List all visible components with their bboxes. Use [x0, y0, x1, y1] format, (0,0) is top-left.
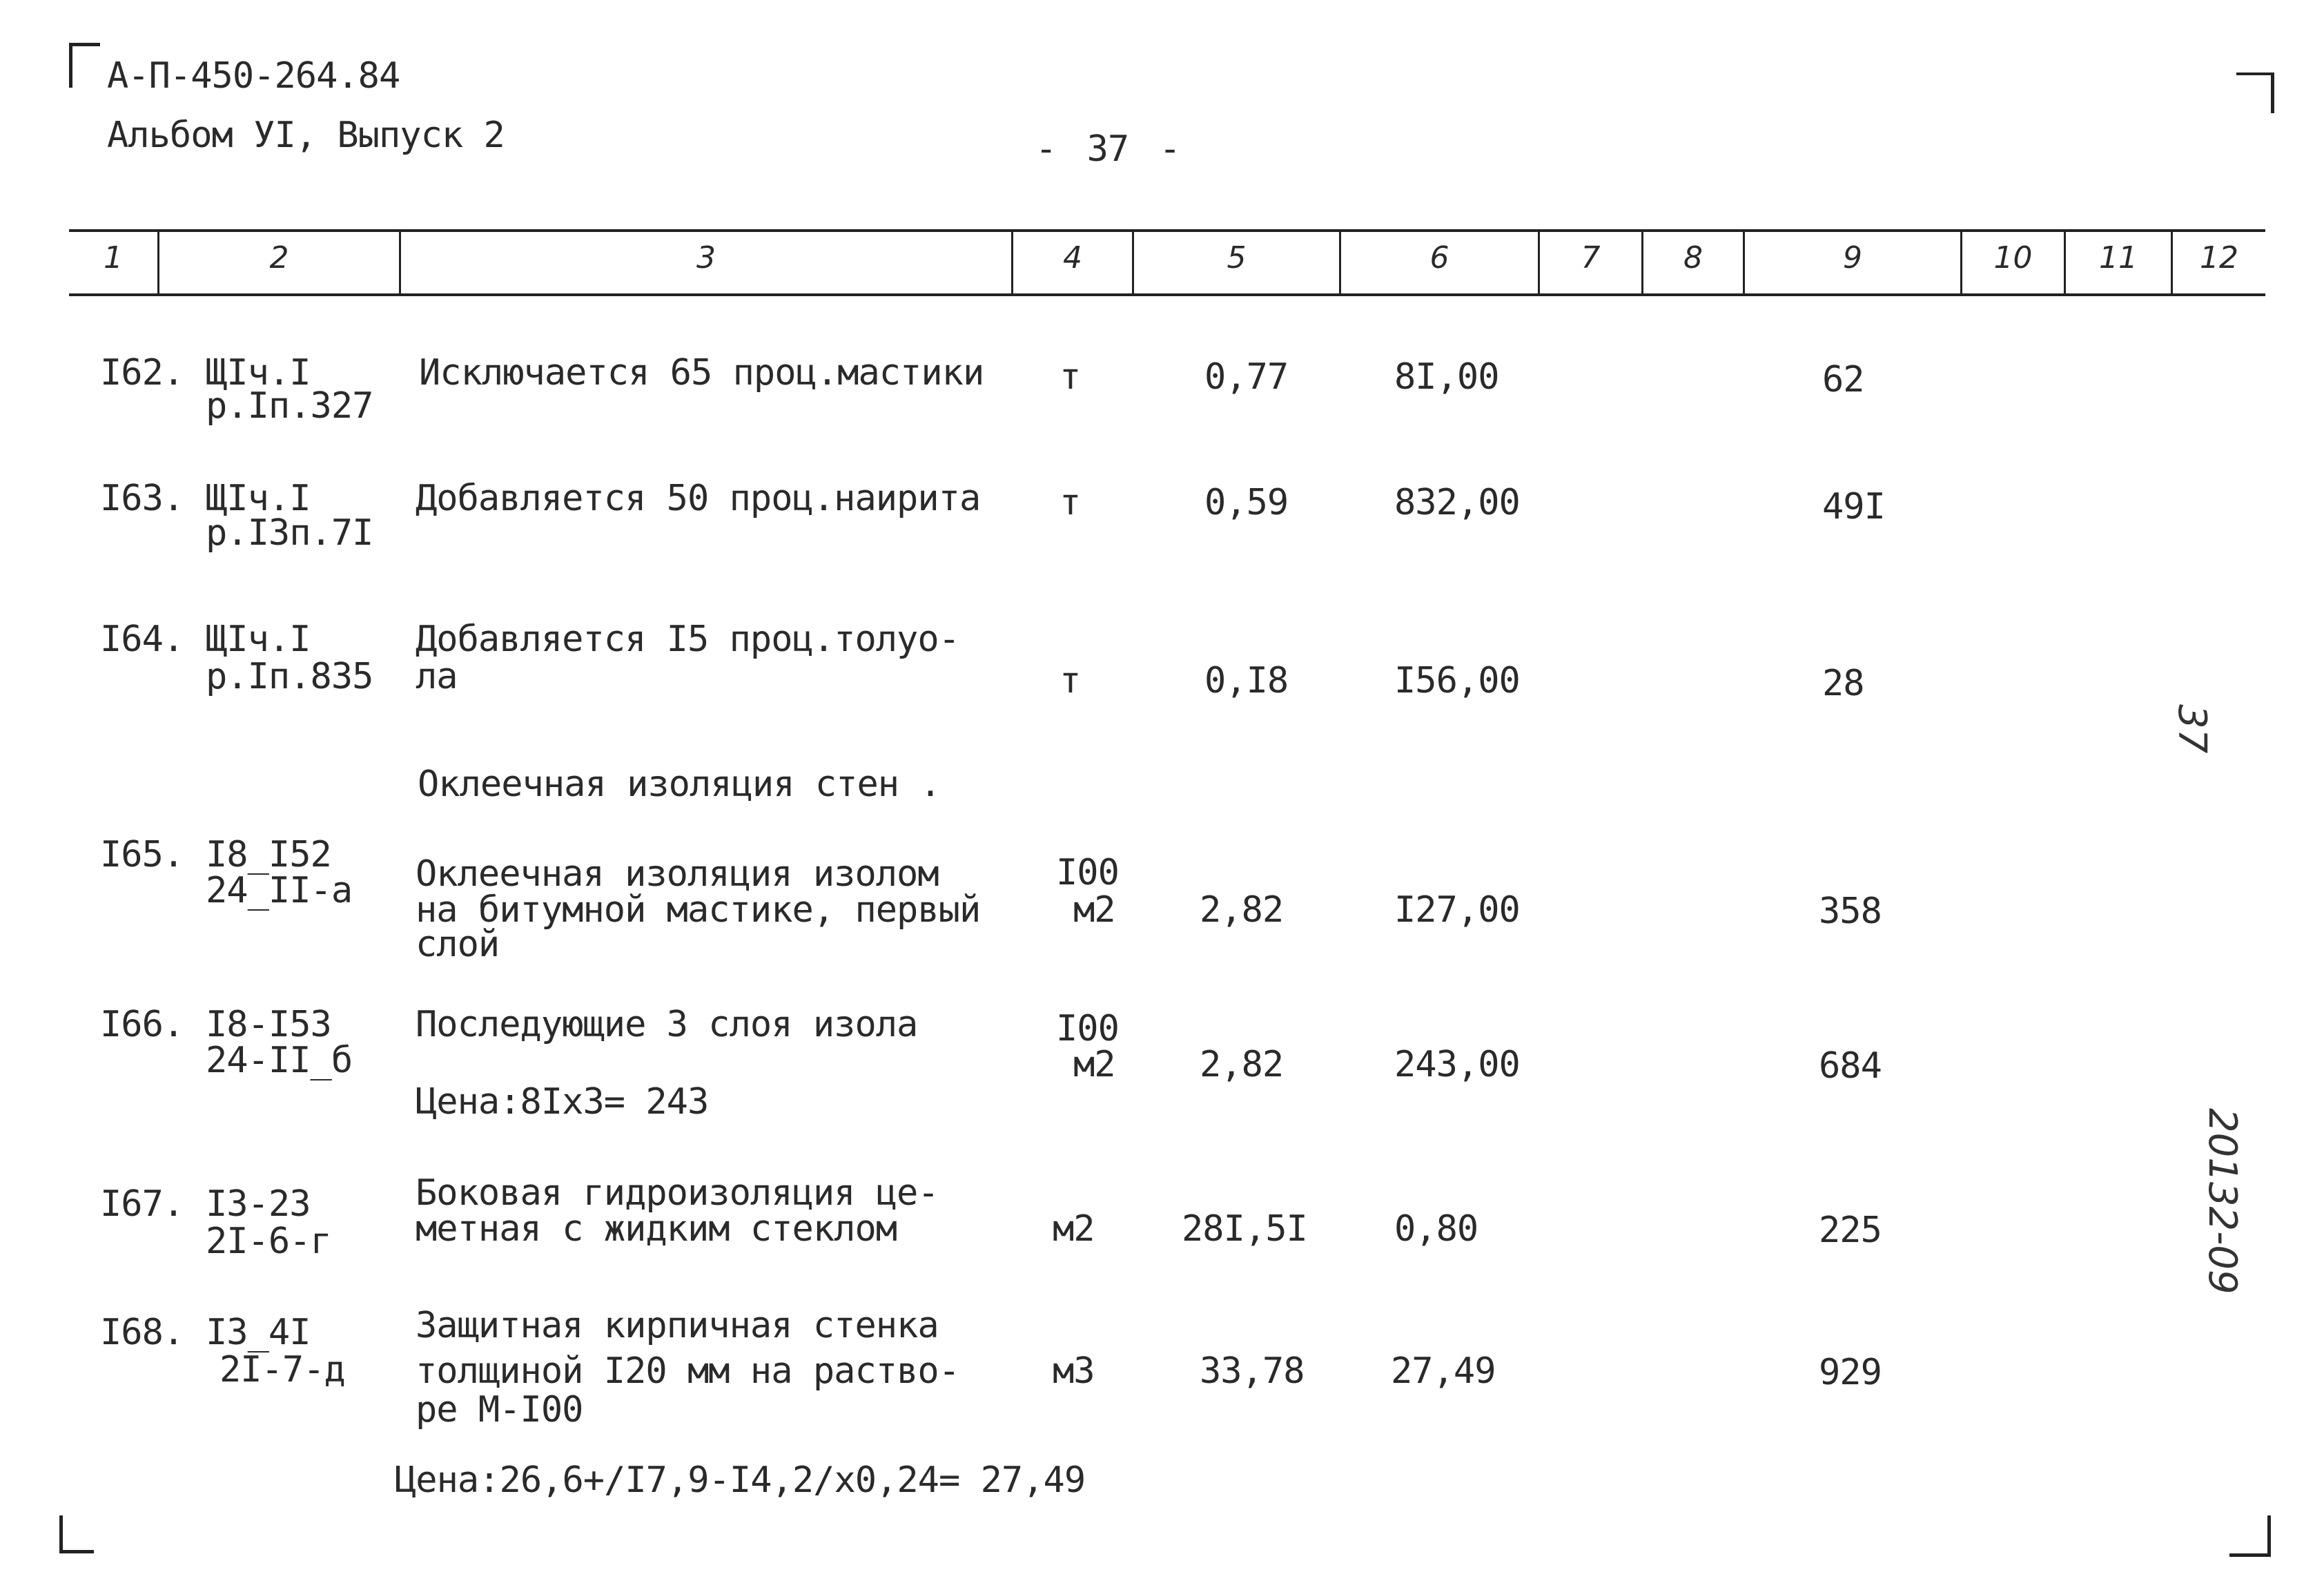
album-label: Альбом УI, Выпуск 2 [107, 115, 505, 156]
row-number: I66. [100, 1004, 184, 1045]
column-number: 4 [1063, 240, 1082, 275]
row-unit-line: I00 [1056, 1008, 1119, 1049]
row-unit-line: м2 [1073, 889, 1115, 931]
row-description-line: Исключается 65 проц.мастики [419, 352, 984, 394]
row-quantity: 28I,5I [1182, 1208, 1307, 1250]
column-number: 9 [1843, 240, 1862, 275]
row-price: 27,49 [1391, 1350, 1496, 1392]
row-reference-line: 2I-7-д [219, 1349, 345, 1390]
row-reference-line: ЩIч.I [206, 619, 311, 660]
row-number: I62. [100, 352, 184, 394]
price-calculation-note: Цена:26,6+/I7,9-I4,2/х0,24= 27,49 [395, 1460, 1086, 1501]
column-number: 7 [1581, 240, 1601, 275]
row-price: I56,00 [1394, 660, 1520, 701]
row-total: 62 [1822, 359, 1864, 400]
page-number: - 37 - [1035, 128, 1180, 170]
row-description-line: Добавляется I5 проц.толуо- [416, 619, 959, 660]
row-reference-line: р.I3п.7I [206, 512, 373, 554]
row-unit-line: м3 [1053, 1350, 1095, 1392]
row-description-line: на битумной мастике, первый [416, 889, 981, 931]
row-reference-line: I3-23 [206, 1183, 311, 1225]
row-reference-line: 24_II-а [206, 870, 353, 911]
row-unit-line: I00 [1056, 852, 1119, 893]
row-price: 8I,00 [1394, 356, 1499, 398]
row-quantity: 0,I8 [1204, 660, 1289, 701]
row-description-line: Боковая гидроизоляция це- [416, 1172, 939, 1214]
row-quantity: 2,82 [1200, 889, 1284, 931]
column-number: 10 [1993, 240, 2033, 275]
row-description-line: метная с жидким стеклом [416, 1208, 897, 1250]
row-quantity: 33,78 [1200, 1350, 1305, 1392]
row-reference-line: ЩIч.I [206, 352, 311, 394]
row-quantity: 2,82 [1200, 1044, 1284, 1085]
row-reference-line: I8_I52 [206, 834, 331, 875]
row-quantity: 0,59 [1204, 482, 1289, 523]
row-description-line: Последующие 3 слоя изола [416, 1004, 918, 1045]
row-reference-line: 2I-6-г [206, 1221, 331, 1262]
column-number: 11 [2099, 240, 2138, 275]
column-number: 2 [269, 240, 289, 275]
margin-document-code: 20132-09 [2200, 1108, 2245, 1295]
column-number: 1 [104, 240, 123, 275]
row-description-line: ла [416, 656, 458, 697]
row-unit-line: м2 [1073, 1044, 1115, 1085]
margin-page-number: 37 [2169, 704, 2214, 754]
row-description-line: Добавляется 50 проц.наирита [416, 478, 981, 519]
row-description-line: толщиной I20 мм на раство- [416, 1350, 959, 1392]
row-number: I63. [100, 478, 184, 519]
row-reference-line: р.Iп.327 [206, 385, 373, 427]
row-reference-line: I8-I53 [206, 1004, 331, 1045]
row-number: I68. [100, 1312, 184, 1353]
corner-mark-bottom-left [59, 1515, 94, 1553]
column-number: 6 [1429, 240, 1449, 275]
row-total: 684 [1819, 1045, 1882, 1087]
row-description-line: ре М-I00 [416, 1389, 583, 1431]
row-total: 929 [1819, 1352, 1882, 1393]
column-number: 5 [1227, 240, 1247, 275]
row-price: 243,00 [1394, 1044, 1520, 1085]
row-total: 225 [1819, 1210, 1882, 1251]
column-number: 3 [696, 240, 716, 275]
price-calculation-note: Цена:8Iх3= 243 [416, 1081, 709, 1123]
row-quantity: 0,77 [1204, 356, 1289, 398]
row-unit-line: м2 [1053, 1208, 1095, 1250]
row-total: 28 [1822, 663, 1864, 704]
corner-mark-top-left [69, 43, 100, 88]
corner-mark-bottom-right [2229, 1515, 2271, 1557]
row-price: I27,00 [1394, 889, 1520, 931]
column-number: 8 [1683, 240, 1703, 275]
row-reference-line: 24-II_б [206, 1040, 353, 1081]
row-description-line: Защитная кирпичная стенка [416, 1305, 939, 1346]
section-heading: Оклеечная изоляция стен . [418, 764, 941, 805]
row-number: I67. [100, 1183, 184, 1225]
row-number: I64. [100, 619, 184, 660]
row-total: 49I [1822, 486, 1885, 527]
column-number: 12 [2200, 240, 2238, 275]
corner-mark-top-right [2236, 72, 2274, 113]
row-price: 0,80 [1394, 1208, 1478, 1250]
row-reference-line: I3_4I [206, 1312, 311, 1353]
row-reference-line: р.Iп.835 [206, 656, 373, 697]
row-unit-line: т [1060, 356, 1081, 398]
row-price: 832,00 [1394, 482, 1520, 523]
row-unit-line: т [1060, 660, 1081, 701]
row-reference-line: ЩIч.I [206, 478, 311, 519]
row-unit-line: т [1060, 482, 1081, 523]
document-code: А-П-450-264.84 [107, 55, 400, 97]
row-description-line: слой [416, 924, 500, 965]
row-number: I65. [100, 834, 184, 875]
row-total: 358 [1819, 891, 1882, 932]
row-description-line: Оклеечная изоляция изолом [416, 853, 939, 895]
